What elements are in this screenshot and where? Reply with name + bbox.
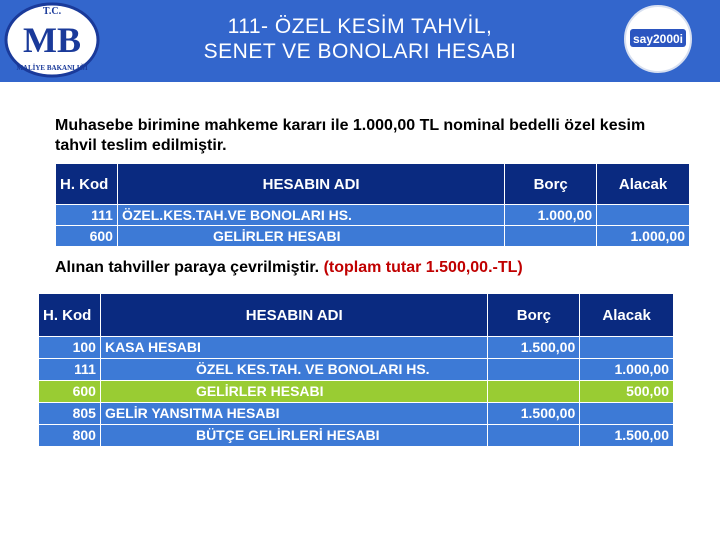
description-2-text: Alınan tahviller paraya çevrilmiştir. (55, 259, 320, 276)
col-header-credit: Alacak (580, 294, 674, 337)
svg-text:T.C.: T.C. (42, 6, 62, 17)
page-title (150, 14, 570, 64)
credit-amount (580, 403, 674, 425)
account-code: 111 (39, 359, 101, 381)
table-row (39, 359, 674, 381)
debit-amount (488, 425, 580, 447)
description-1: Muhasebe birimine mahkeme kararı ile 1.000,00 TL nominal bedelli özel kesim tahvil teslim edilmiştir. (55, 117, 646, 154)
col-header-debit: Borç (505, 164, 597, 205)
account-code: 600 (39, 381, 101, 403)
table-row (56, 226, 690, 247)
account-name: KASA HESABI (100, 337, 488, 359)
svg-text:MALİYE BAKANLIĞI: MALİYE BAKANLIĞI (16, 64, 88, 72)
account-code: 800 (39, 425, 101, 447)
header-bar (0, 0, 720, 82)
account-name: ÖZEL KES.TAH. VE BONOLARI HS. (100, 359, 488, 381)
description-2 (55, 258, 695, 278)
table-header-row (39, 294, 674, 337)
account-name: BÜTÇE GELİRLERİ HESABI (100, 425, 488, 447)
credit-amount (580, 337, 674, 359)
account-code: 805 (39, 403, 101, 425)
account-code: 100 (39, 337, 101, 359)
col-header-code: H. Kod (39, 294, 101, 337)
credit-amount (597, 205, 690, 226)
table-header-row (56, 164, 690, 205)
credit-amount: 1.000,00 (597, 226, 690, 247)
account-code: 600 (56, 226, 118, 247)
col-header-account: HESABIN ADI (117, 164, 504, 205)
table-row (39, 403, 674, 425)
account-code: 111 (56, 205, 118, 226)
account-name: ÖZEL.KES.TAH.VE BONOLARI HS. (117, 205, 504, 226)
debit-amount: 1.000,00 (505, 205, 597, 226)
table-row (56, 205, 690, 226)
debit-amount: 1.500,00 (488, 403, 580, 425)
account-name: GELİR YANSITMA HESABI (100, 403, 488, 425)
total-amount-note: (toplam tutar 1.500,00.-TL) (323, 259, 523, 276)
credit-amount: 1.500,00 (580, 425, 674, 447)
title-line-2: SENET VE BONOLARI HESABI (203, 40, 517, 63)
account-name: GELİRLER HESABI (117, 226, 504, 247)
say2000i-logo-icon (620, 4, 696, 74)
debit-amount: 1.500,00 (488, 337, 580, 359)
svg-text:MB: MB (23, 20, 81, 60)
table-row (39, 425, 674, 447)
col-header-code: H. Kod (56, 164, 118, 205)
account-name: GELİRLER HESABI (100, 381, 488, 403)
debit-amount (488, 381, 580, 403)
credit-amount: 500,00 (580, 381, 674, 403)
table-row-highlighted (39, 381, 674, 403)
col-header-account: HESABIN ADI (100, 294, 488, 337)
credit-amount: 1.000,00 (580, 359, 674, 381)
ministry-logo-icon (2, 0, 102, 80)
title-line-1: 111- ÖZEL KESİM TAHVİL, (227, 15, 493, 38)
debit-amount (488, 359, 580, 381)
table-row (39, 337, 674, 359)
svg-text:say2000i: say2000i (632, 32, 684, 46)
journal-table-1 (55, 163, 690, 247)
journal-table-2 (38, 293, 674, 447)
col-header-debit: Borç (488, 294, 580, 337)
col-header-credit: Alacak (597, 164, 690, 205)
debit-amount (505, 226, 597, 247)
